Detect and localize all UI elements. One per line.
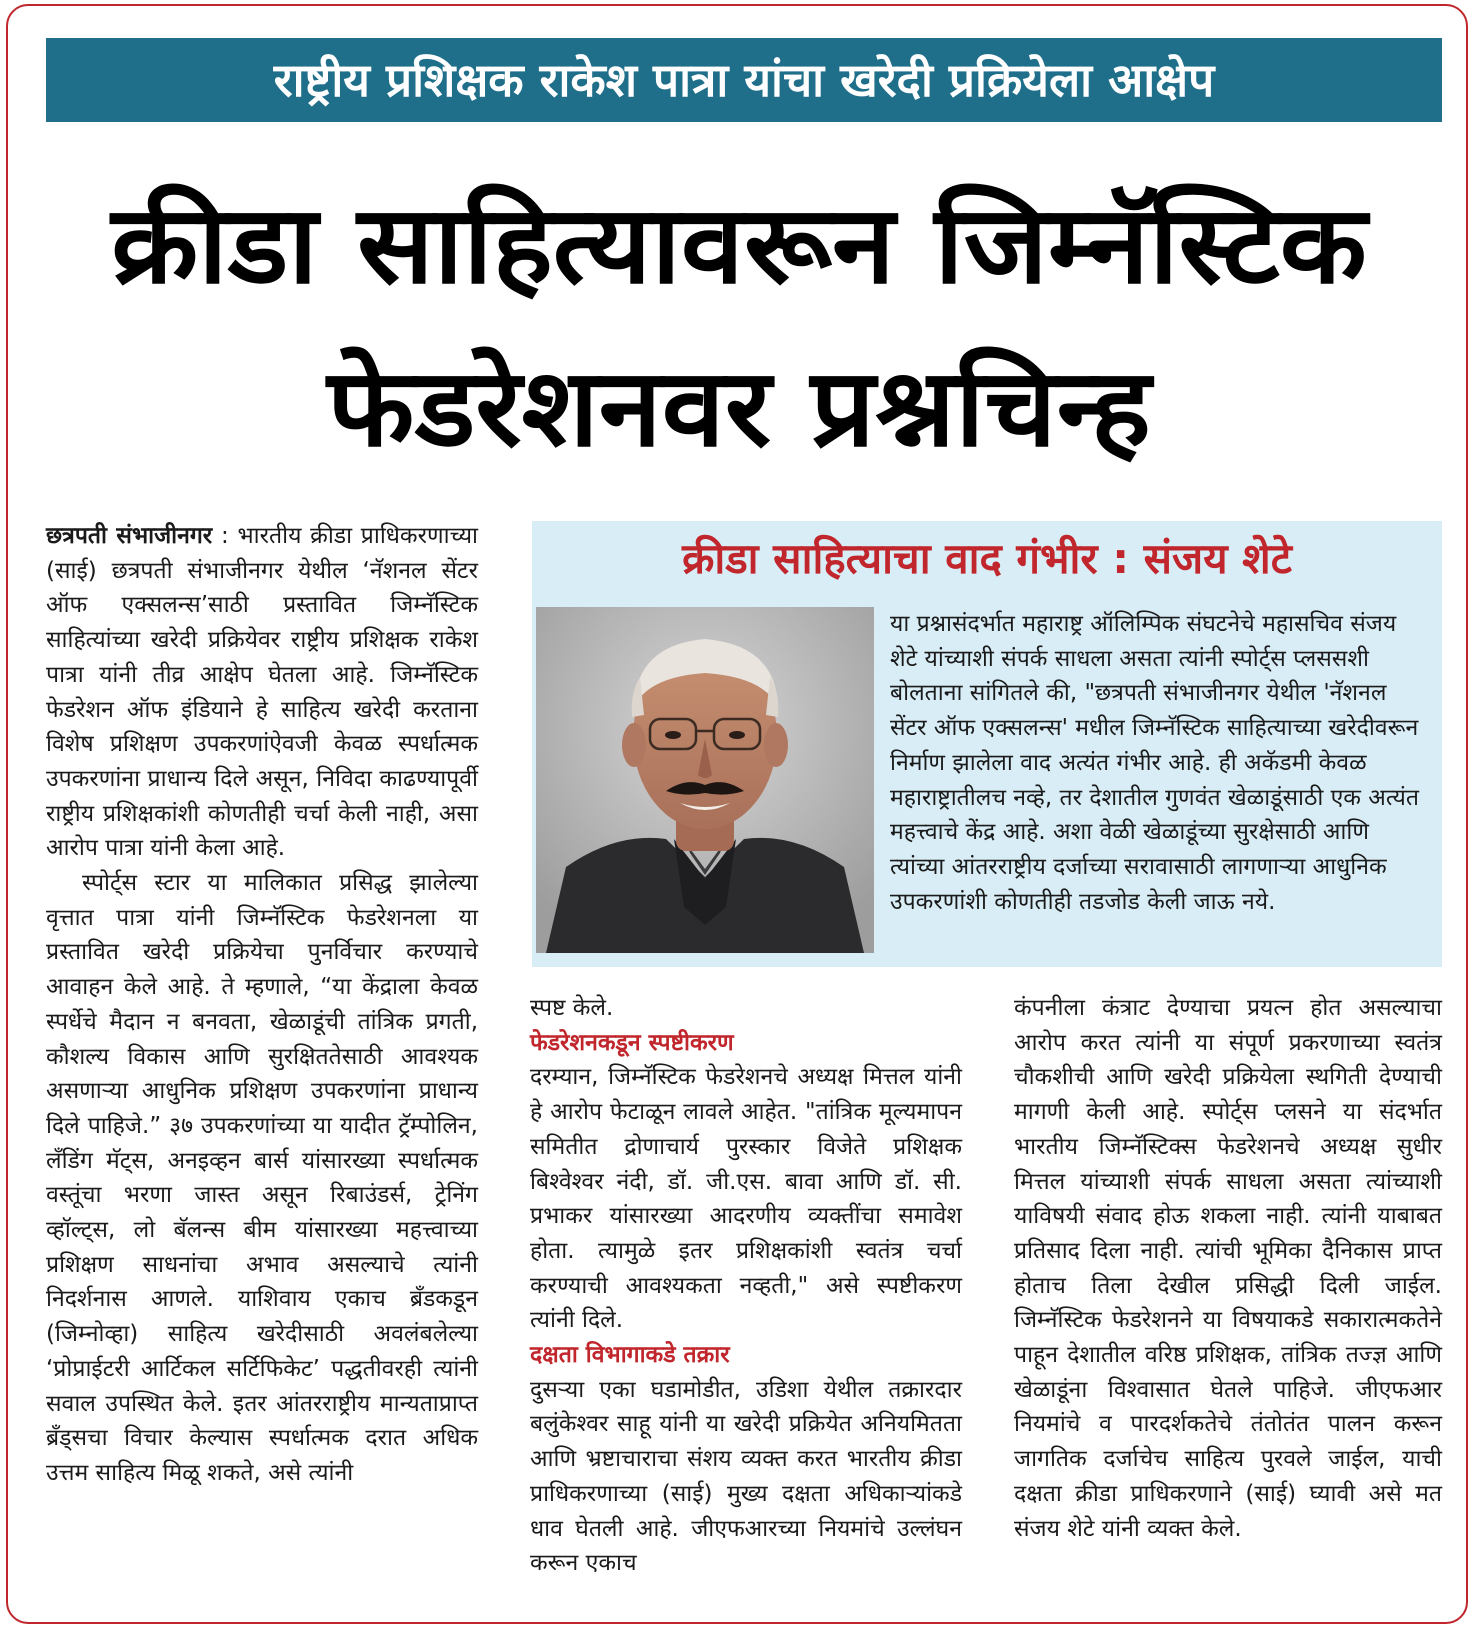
sidebar-text: या प्रश्नासंदर्भात महाराष्ट्र ऑलिम्पिक संघटनेचे महासचिव संजय शेटे यांच्याशी संपर्क साधला असता त्यांनी स्पोर्ट्स प्लससशी बोलताना सांगितले की, "छत्रपती संभाजीनगर येथील 'नॅशनल सेंटर ऑफ एक्सलन्स' मधील जिम्नॅस्टिक साहित्याच्या खरेदीवरून निर्माण झालेला वाद अत्यंत गंभीर आहे. ही अकॅडमी केवळ महाराष्ट्रातीलच नव्हे, तर देशातील गुणवंत खेळाडूंसाठी एक अत्यंत महत्त्वाचे केंद्र आहे. अशा वेळी खेळाडूंच्या सुरक्षेसाठी आणि त्यांच्या आंतरराष्ट्रीय दर्जाच्या सरावासाठी लागणाऱ्या आधुनिक उपकरणांशी कोणतीही तडजोड केली जाऊ नये. — [890, 611, 1419, 915]
article-column-1 — [46, 519, 478, 1491]
headline-line-1: क्रीडा साहित्यावरून जिम्नॅस्टिक — [111, 183, 1367, 308]
subheading-clarification: फेडरेशनकडून स्पष्टीकरण — [530, 1029, 734, 1056]
article-column-2 — [530, 991, 962, 1581]
dateline: छत्रपती संभाजीनगर — [46, 523, 213, 549]
portrait-photo — [536, 607, 874, 953]
headline-line-2: फेडरेशनवर प्रश्नचिन्ह — [327, 346, 1151, 471]
subheading-complaint: दक्षता विभागाकडे तक्रार — [530, 1342, 730, 1369]
kicker-banner: राष्ट्रीय प्रशिक्षक राकेश पात्रा यांचा खरेदी प्रक्रियेला आक्षेप — [46, 38, 1442, 122]
lead-paragraph — [46, 519, 478, 866]
lead-text: भारतीय क्रीडा प्राधिकरणाच्या (साई) छत्रपती संभाजीनगर येथील ‘नॅशनल सेंटर ऑफ एक्सलन्स’साठी प्रस्तावित जिम्नॅस्टिक साहित्यांच्या खरेदी प्रक्रियेवर राष्ट्रीय प्रशिक्षक राकेश पात्रा यांनी तीव्र आक्षेप घेतला आहे. जिम्नॅस्टिक फेडरेशन ऑफ इंडियाने हे साहित्य खरेदी करताना विशेष प्रशिक्षण उपकरणांऐवजी केवळ स्पर्धात्मक उपकरणांना प्राधान्य दिले असून, निविदा काढण्यापूर्वी राष्ट्रीय प्रशिक्षकांशी कोणतीही चर्चा केली नाही, असा आरोप पात्रा यांनी केला आहे. — [46, 523, 478, 862]
portrait-illustration — [536, 607, 874, 953]
sidebar-box — [532, 521, 1442, 967]
body-paragraph: दुसऱ्या एका घडामोडीत, उडिशा येथील तक्रारदार बलुंकेश्वर साहू यांनी या खरेदी प्रक्रियेत अनियमितता आणि भ्रष्टाचाराचा संशय व्यक्त करत भारतीय क्रीडा प्राधिकरणाच्या (साई) मुख्य दक्षता अधिकाऱ्यांकडे धाव घेतली आहे. जीएफआरच्या नियमांचे उल्लंघन करून एकाच — [530, 1376, 962, 1577]
body-paragraph: दरम्यान, जिम्नॅस्टिक फेडरेशनचे अध्यक्ष मित्तल यांनी हे आरोप फेटाळून लावले आहेत. "तांत्रिक मूल्यमापन समितीत द्रोणाचार्य पुरस्कार विजेते प्रशिक्षक बिश्वेश्वर नंदी, डॉ. जी.एस. बावा आणि डॉ. सी. प्रभाकर यांसारख्या आदरणीय व्यक्तींचा समावेश होता. त्यामुळे इतर प्रशिक्षकांशी स्वतंत्र चर्चा करण्याची आवश्यकता नव्हती," असे स्पष्टीकरण त्यांनी दिले. — [530, 1064, 962, 1334]
sidebar-title: क्रीडा साहित्याचा वाद गंभीर : संजय शेटे — [682, 534, 1292, 583]
article-column-3 — [1014, 991, 1442, 1546]
dateline-separator: : — [212, 523, 238, 549]
body-paragraph: कंपनीला कंत्राट देण्याचा प्रयत्न होत असल्याचा आरोप करत त्यांनी या संपूर्ण प्रकरणाच्या स्वतंत्र चौकशीची आणि खरेदी प्रक्रियेला स्थगिती देण्याची मागणी केली आहे. स्पोर्ट्स प्लसने या संदर्भात भारतीय जिम्नॅस्टिक्स फेडरेशनचे अध्यक्ष सुधीर मित्तल यांच्याशी संपर्क साधला असता त्यांच्याशी याविषयी संवाद होऊ शकला नाही. त्यांनी याबाबत प्रतिसाद दिला नाही. त्यांची भूमिका दैनिकास प्राप्त होताच तिला देखील प्रसिद्धी दिली जाईल. जिम्नॅस्टिक फेडरेशनने या विषयाकडे सकारात्मकतेने पाहून देशातील वरिष्ठ प्रशिक्षक, तांत्रिक तज्ज्ञ आणि खेळाडूंना विश्वासात घेतले पाहिजे. जीएफआर नियमांचे व पारदर्शकतेचे तंतोतंत पालन करून जागतिक दर्जाचेच साहित्य पुरवले जाईल, याची दक्षता क्रीडा प्राधिकरणाने (साई) घ्यावी असे मत संजय शेटे यांनी व्यक्त केले. — [1014, 995, 1442, 1542]
newspaper-clipping — [6, 4, 1468, 1624]
body-paragraph: स्पोर्ट्स स्टार या मालिकात प्रसिद्ध झालेल्या वृत्तात पात्रा यांनी जिम्नॅस्टिक फेडरेशनला या प्रस्तावित खरेदी प्रक्रियेचा पुनर्विचार करण्याचे आवाहन केले आहे. ते म्हणाले, “या केंद्राला केवळ स्पर्धेचे मैदान न बनवता, खेळाडूंची तांत्रिक प्रगती, कौशल्य विकास आणि सुरक्षिततेसाठी आवश्यक असणाऱ्या आधुनिक प्रशिक्षण उपकरणांना प्राधान्य दिले पाहिजे.” ३७ उपकरणांच्या या यादीत ट्रॅम्पोलिन, लँडिंग मॅट्स, अनइव्हन बार्स यांसारख्या स्पर्धात्मक वस्तूंचा भरणा जास्त असून रिबाउंडर्स, ट्रेनिंग व्हॉल्ट्स, लो बॅलन्स बीम यांसारख्या महत्त्वाच्या प्रशिक्षण साधनांचा अभाव असल्याचे त्यांनी निदर्शनास आणले. याशिवाय एकाच ब्रँडकडून (जिम्नोव्हा) साहित्य खरेदीसाठी अवलंबलेल्या ‘प्रोप्राईटरी आर्टिकल सर्टिफिकेट’ पद्धतीवरही त्यांनी सवाल उपस्थित केले. इतर आंतरराष्ट्रीय मान्यताप्राप्त ब्रँड्सचा विचार केल्यास स्पर्धात्मक दरात अधिक उत्तम साहित्य मिळू शकते, असे त्यांनी — [46, 870, 478, 1486]
body-paragraph: स्पष्ट केले. — [530, 995, 614, 1021]
